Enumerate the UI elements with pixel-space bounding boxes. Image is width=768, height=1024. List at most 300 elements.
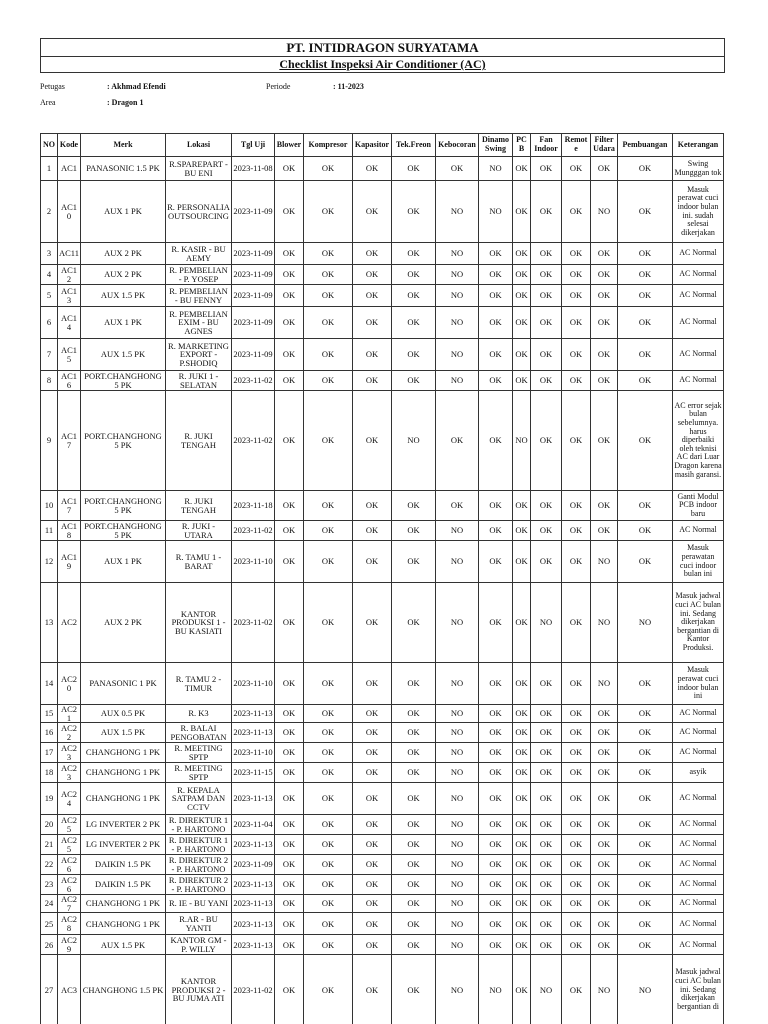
table-cell: NO	[436, 763, 479, 783]
table-row	[41, 815, 724, 835]
table-cell: OK	[618, 157, 673, 181]
table-cell: OK	[275, 743, 304, 763]
table-cell: 2023-11-13	[232, 935, 275, 955]
table-cell: OK	[591, 835, 618, 855]
table-cell: 4	[41, 265, 58, 285]
table-cell: OK	[275, 723, 304, 743]
table-cell: 17	[41, 743, 58, 763]
table-cell: OK	[531, 307, 562, 339]
table-cell: R. BALAI PENGOBATAN	[166, 723, 232, 743]
table-cell: OK	[353, 265, 392, 285]
table-cell: NO	[531, 955, 562, 1024]
table-cell: 2023-11-09	[232, 339, 275, 371]
table-cell: OK	[531, 875, 562, 895]
table-cell: NO	[436, 541, 479, 583]
table-cell: OK	[353, 521, 392, 541]
table-cell: OK	[353, 541, 392, 583]
table-cell: OK	[562, 339, 591, 371]
table-cell: OK	[275, 491, 304, 521]
table-cell: OK	[562, 913, 591, 935]
table-header-row	[41, 134, 724, 157]
table-cell: OK	[531, 895, 562, 913]
table-cell: AC23	[58, 743, 81, 763]
table-cell: OK	[479, 307, 513, 339]
table-cell: OK	[562, 521, 591, 541]
table-cell: OK	[618, 705, 673, 723]
table-cell: OK	[479, 913, 513, 935]
table-cell: OK	[618, 913, 673, 935]
table-cell: R. PEMBELIAN - BU FENNY	[166, 285, 232, 307]
table-cell: OK	[392, 723, 436, 743]
table-cell: OK	[591, 763, 618, 783]
table-cell: 2023-11-15	[232, 763, 275, 783]
table-cell: OK	[479, 339, 513, 371]
table-cell: R. JUKI TENGAH	[166, 391, 232, 491]
table-cell: OK	[531, 157, 562, 181]
table-cell: R. JUKI - UTARA	[166, 521, 232, 541]
table-cell: AC Normal	[673, 895, 724, 913]
table-cell: OK	[353, 243, 392, 265]
table-cell: DAIKIN 1.5 PK	[81, 855, 166, 875]
table-cell: OK	[618, 815, 673, 835]
table-cell: R. KEPALA SATPAM DAN CCTV	[166, 783, 232, 815]
table-cell: R. PEMBELIAN - P. YOSEP	[166, 265, 232, 285]
table-cell: NO	[591, 583, 618, 663]
table-cell: OK	[353, 935, 392, 955]
table-cell: AC Normal	[673, 723, 724, 743]
table-cell: NO	[436, 265, 479, 285]
table-cell: CHANGHONG 1 PK	[81, 913, 166, 935]
table-cell: 2023-11-09	[232, 181, 275, 243]
table-cell: OK	[618, 743, 673, 763]
table-cell: OK	[275, 835, 304, 855]
table-cell: OK	[562, 583, 591, 663]
table-cell: OK	[304, 763, 353, 783]
table-cell: 19	[41, 783, 58, 815]
table-cell: AUX 2 PK	[81, 243, 166, 265]
table-cell: AC26	[58, 875, 81, 895]
table-cell: OK	[618, 243, 673, 265]
table-cell: OK	[392, 583, 436, 663]
table-cell: OK	[304, 541, 353, 583]
table-cell: OK	[618, 541, 673, 583]
table-cell: AC14	[58, 307, 81, 339]
table-cell: OK	[275, 371, 304, 391]
table-cell: NO	[591, 663, 618, 705]
table-cell: OK	[531, 491, 562, 521]
table-row	[41, 541, 724, 583]
petugas-label: Petugas	[40, 82, 65, 91]
table-cell: AC25	[58, 835, 81, 855]
table-cell: OK	[275, 815, 304, 835]
table-row	[41, 243, 724, 265]
table-cell: OK	[353, 763, 392, 783]
table-cell: NO	[436, 815, 479, 835]
table-row	[41, 285, 724, 307]
table-cell: NO	[436, 895, 479, 913]
table-cell: LG INVERTER 2 PK	[81, 815, 166, 835]
table-row	[41, 855, 724, 875]
column-header: Remote	[562, 134, 591, 157]
table-cell: 14	[41, 663, 58, 705]
table-cell: OK	[479, 723, 513, 743]
table-cell: AC Normal	[673, 913, 724, 935]
table-cell: OK	[562, 181, 591, 243]
table-cell: R.SPAREPART - BU ENI	[166, 157, 232, 181]
table-cell: AC18	[58, 521, 81, 541]
table-cell: 25	[41, 913, 58, 935]
table-cell: OK	[531, 723, 562, 743]
table-row	[41, 391, 724, 491]
table-cell: OK	[562, 491, 591, 521]
table-row	[41, 157, 724, 181]
table-cell: OK	[275, 705, 304, 723]
table-cell: NO	[392, 391, 436, 491]
table-cell: OK	[618, 391, 673, 491]
table-cell: CHANGHONG 1 PK	[81, 895, 166, 913]
area-value: : Dragon 1	[107, 98, 144, 107]
table-cell: OK	[392, 243, 436, 265]
column-header: PCB	[513, 134, 531, 157]
table-cell: 2023-11-13	[232, 705, 275, 723]
table-cell: OK	[513, 583, 531, 663]
table-cell: Masuk perawat cuci indoor bulan ini. sudah selesai dikerjakan	[673, 181, 724, 243]
sheet-subtitle: Checklist Inspeksi Air Conditioner (AC)	[279, 57, 486, 71]
table-cell: OK	[275, 521, 304, 541]
table-cell: OK	[591, 875, 618, 895]
table-cell: R. DIREKTUR 1 - P. HARTONO	[166, 835, 232, 855]
table-cell: OK	[591, 783, 618, 815]
table-cell: OK	[353, 181, 392, 243]
table-cell: OK	[275, 875, 304, 895]
table-cell: R. PERSONALIA OUTSOURCING	[166, 181, 232, 243]
table-cell: OK	[275, 285, 304, 307]
table-cell: 7	[41, 339, 58, 371]
table-cell: AC Normal	[673, 339, 724, 371]
table-cell: OK	[513, 895, 531, 913]
table-cell: 2023-11-13	[232, 913, 275, 935]
table-cell: OK	[513, 743, 531, 763]
table-row	[41, 307, 724, 339]
table-cell: OK	[304, 705, 353, 723]
table-cell: R. DIREKTUR 1 - P. HARTONO	[166, 815, 232, 835]
table-cell: OK	[531, 835, 562, 855]
table-cell: OK	[531, 815, 562, 835]
table-cell: OK	[392, 955, 436, 1024]
table-cell: OK	[531, 243, 562, 265]
table-cell: OK	[618, 835, 673, 855]
petugas-value: : Akhmad Efendi	[107, 82, 166, 91]
table-cell: OK	[479, 855, 513, 875]
table-cell: NO	[436, 339, 479, 371]
table-cell: OK	[531, 663, 562, 705]
table-cell: OK	[591, 935, 618, 955]
table-cell: AC error sejak bulan sebelumnya. harus diperbaiki oleh teknisi AC dari Luar Dragon karena masih garansi.	[673, 391, 724, 491]
table-row	[41, 521, 724, 541]
column-header: Fan Indoor	[531, 134, 562, 157]
table-cell: OK	[353, 391, 392, 491]
table-cell: AC17	[58, 391, 81, 491]
table-row	[41, 491, 724, 521]
table-cell: OK	[531, 181, 562, 243]
table-cell: NO	[436, 371, 479, 391]
inspection-table	[40, 133, 724, 1024]
table-cell: AC16	[58, 371, 81, 391]
table-cell: OK	[353, 955, 392, 1024]
table-cell: OK	[275, 541, 304, 583]
table-cell: OK	[591, 391, 618, 491]
table-cell: OK	[513, 835, 531, 855]
table-cell: 11	[41, 521, 58, 541]
table-cell: OK	[618, 783, 673, 815]
table-cell: 24	[41, 895, 58, 913]
table-cell: AC Normal	[673, 835, 724, 855]
table-cell: OK	[531, 935, 562, 955]
table-row	[41, 895, 724, 913]
table-cell: OK	[275, 663, 304, 705]
table-cell: 23	[41, 875, 58, 895]
table-cell: KANTOR GM - P. WILLY	[166, 935, 232, 955]
table-cell: OK	[392, 913, 436, 935]
table-cell: 1	[41, 157, 58, 181]
table-cell: OK	[353, 855, 392, 875]
table-cell: AUX 1.5 PK	[81, 285, 166, 307]
table-cell: R. MARKETING EXPORT - P.SHODIQ	[166, 339, 232, 371]
table-cell: OK	[479, 815, 513, 835]
table-cell: OK	[353, 339, 392, 371]
table-row	[41, 935, 724, 955]
table-cell: 5	[41, 285, 58, 307]
table-cell: OK	[513, 371, 531, 391]
column-header: Keterangan	[673, 134, 724, 157]
table-cell: OK	[304, 913, 353, 935]
table-cell: OK	[275, 391, 304, 491]
table-cell: 27	[41, 955, 58, 1024]
table-cell: asyik	[673, 763, 724, 783]
table-cell: OK	[562, 723, 591, 743]
table-cell: OK	[479, 583, 513, 663]
table-cell: NO	[436, 955, 479, 1024]
table-row	[41, 875, 724, 895]
table-cell: NO	[436, 855, 479, 875]
table-cell: AUX 1 PK	[81, 181, 166, 243]
table-cell: DAIKIN 1.5 PK	[81, 875, 166, 895]
table-cell: OK	[513, 705, 531, 723]
table-cell: 2023-11-13	[232, 723, 275, 743]
column-header: Filter Udara	[591, 134, 618, 157]
table-cell: OK	[591, 895, 618, 913]
table-cell: 2023-11-13	[232, 835, 275, 855]
table-cell: Ganti Modul PCB indoor baru	[673, 491, 724, 521]
table-cell: AC24	[58, 783, 81, 815]
table-cell: R. PEMBELIAN EXIM - BU AGNES	[166, 307, 232, 339]
table-cell: PORT.CHANGHONG 5 PK	[81, 371, 166, 391]
table-cell: 2023-11-08	[232, 157, 275, 181]
table-row	[41, 371, 724, 391]
table-cell: AC13	[58, 285, 81, 307]
table-cell: OK	[479, 391, 513, 491]
table-cell: OK	[353, 913, 392, 935]
table-cell: 2023-11-09	[232, 265, 275, 285]
table-cell: AUX 1.5 PK	[81, 339, 166, 371]
table-cell: R. IE - BU YANI	[166, 895, 232, 913]
table-cell: OK	[275, 913, 304, 935]
table-cell: NO	[618, 583, 673, 663]
table-cell: NO	[436, 743, 479, 763]
periode-value: : 11-2023	[333, 82, 364, 91]
table-cell: OK	[591, 491, 618, 521]
table-cell: LG INVERTER 2 PK	[81, 835, 166, 855]
column-header: Pembuangan	[618, 134, 673, 157]
table-cell: OK	[479, 521, 513, 541]
table-cell: AC28	[58, 913, 81, 935]
table-cell: OK	[531, 705, 562, 723]
table-cell: OK	[531, 285, 562, 307]
table-cell: OK	[392, 307, 436, 339]
table-row	[41, 339, 724, 371]
table-cell: OK	[562, 763, 591, 783]
table-cell: 3	[41, 243, 58, 265]
table-cell: OK	[513, 181, 531, 243]
table-cell: NO	[531, 583, 562, 663]
table-cell: OK	[353, 895, 392, 913]
table-cell: 2023-11-02	[232, 391, 275, 491]
table-row	[41, 663, 724, 705]
table-cell: OK	[304, 955, 353, 1024]
table-cell: OK	[304, 391, 353, 491]
table-cell: AC22	[58, 723, 81, 743]
table-cell: OK	[479, 835, 513, 855]
table-cell: AC12	[58, 265, 81, 285]
table-cell: NO	[436, 243, 479, 265]
table-cell: OK	[304, 521, 353, 541]
table-cell: OK	[436, 157, 479, 181]
table-cell: CHANGHONG 1 PK	[81, 743, 166, 763]
table-cell: OK	[304, 285, 353, 307]
table-cell: AC29	[58, 935, 81, 955]
table-cell: OK	[513, 307, 531, 339]
table-cell: OK	[479, 243, 513, 265]
table-cell: AC Normal	[673, 521, 724, 541]
table-cell: AC Normal	[673, 743, 724, 763]
table-cell: OK	[562, 835, 591, 855]
table-cell: AC Normal	[673, 935, 724, 955]
table-cell: OK	[479, 491, 513, 521]
table-cell: R. KASIR - BU AEMY	[166, 243, 232, 265]
table-cell: OK	[353, 705, 392, 723]
table-cell: OK	[304, 783, 353, 815]
table-cell: OK	[304, 157, 353, 181]
table-cell: AUX 1 PK	[81, 307, 166, 339]
table-cell: OK	[531, 855, 562, 875]
table-cell: OK	[304, 583, 353, 663]
table-cell: AUX 2 PK	[81, 265, 166, 285]
column-header: NO	[41, 134, 58, 157]
table-cell: OK	[618, 307, 673, 339]
table-row	[41, 763, 724, 783]
periode-label: Periode	[266, 82, 291, 91]
table-cell: OK	[591, 285, 618, 307]
table-cell: OK	[304, 307, 353, 339]
column-header: Kapasitor	[353, 134, 392, 157]
table-cell: OK	[562, 855, 591, 875]
table-cell: OK	[479, 285, 513, 307]
table-cell: 9	[41, 391, 58, 491]
table-cell: OK	[275, 339, 304, 371]
table-cell: OK	[513, 265, 531, 285]
table-cell: OK	[392, 895, 436, 913]
table-cell: 22	[41, 855, 58, 875]
table-cell: AC Normal	[673, 285, 724, 307]
table-cell: NO	[618, 955, 673, 1024]
table-cell: OK	[392, 265, 436, 285]
table-cell: OK	[562, 895, 591, 913]
table-row	[41, 913, 724, 935]
table-cell: OK	[304, 663, 353, 705]
table-cell: AC Normal	[673, 855, 724, 875]
table-row	[41, 705, 724, 723]
table-cell: OK	[275, 243, 304, 265]
table-cell: AC11	[58, 243, 81, 265]
table-cell: AC10	[58, 181, 81, 243]
table-cell: OK	[275, 935, 304, 955]
table-cell: 15	[41, 705, 58, 723]
table-cell: OK	[591, 307, 618, 339]
table-cell: 2023-11-13	[232, 895, 275, 913]
table-cell: OK	[304, 723, 353, 743]
table-cell: NO	[436, 583, 479, 663]
table-cell: OK	[513, 913, 531, 935]
table-cell: Masuk perawatan cuci indoor bulan ini	[673, 541, 724, 583]
table-cell: OK	[392, 835, 436, 855]
table-cell: OK	[562, 371, 591, 391]
table-cell: NO	[436, 307, 479, 339]
table-cell: OK	[392, 875, 436, 895]
table-cell: 10	[41, 491, 58, 521]
table-cell: 12	[41, 541, 58, 583]
table-row	[41, 723, 724, 743]
table-cell: 20	[41, 815, 58, 835]
table-cell: NO	[436, 875, 479, 895]
table-cell: 2023-11-10	[232, 743, 275, 763]
table-cell: OK	[618, 763, 673, 783]
table-cell: AUX 2 PK	[81, 583, 166, 663]
table-cell: OK	[479, 265, 513, 285]
table-cell: R. JUKI 1 - SELATAN	[166, 371, 232, 391]
table-cell: OK	[304, 855, 353, 875]
column-header: Kode	[58, 134, 81, 157]
table-cell: R. DIREKTUR 2 - P. HARTONO	[166, 855, 232, 875]
table-cell: NO	[436, 663, 479, 705]
table-cell: OK	[392, 763, 436, 783]
table-cell: AUX 1.5 PK	[81, 723, 166, 743]
table-cell: AC1	[58, 157, 81, 181]
table-cell: OK	[531, 913, 562, 935]
table-cell: NO	[479, 181, 513, 243]
table-cell: OK	[304, 265, 353, 285]
table-cell: OK	[513, 491, 531, 521]
table-cell: OK	[531, 339, 562, 371]
column-header: Dinamo Swing	[479, 134, 513, 157]
table-cell: OK	[275, 783, 304, 815]
table-cell: OK	[513, 285, 531, 307]
table-cell: OK	[531, 541, 562, 583]
table-cell: AC20	[58, 663, 81, 705]
table-cell: 2023-11-02	[232, 371, 275, 391]
table-cell: OK	[479, 783, 513, 815]
table-cell: R. TAMU 1 - BARAT	[166, 541, 232, 583]
table-cell: OK	[275, 265, 304, 285]
